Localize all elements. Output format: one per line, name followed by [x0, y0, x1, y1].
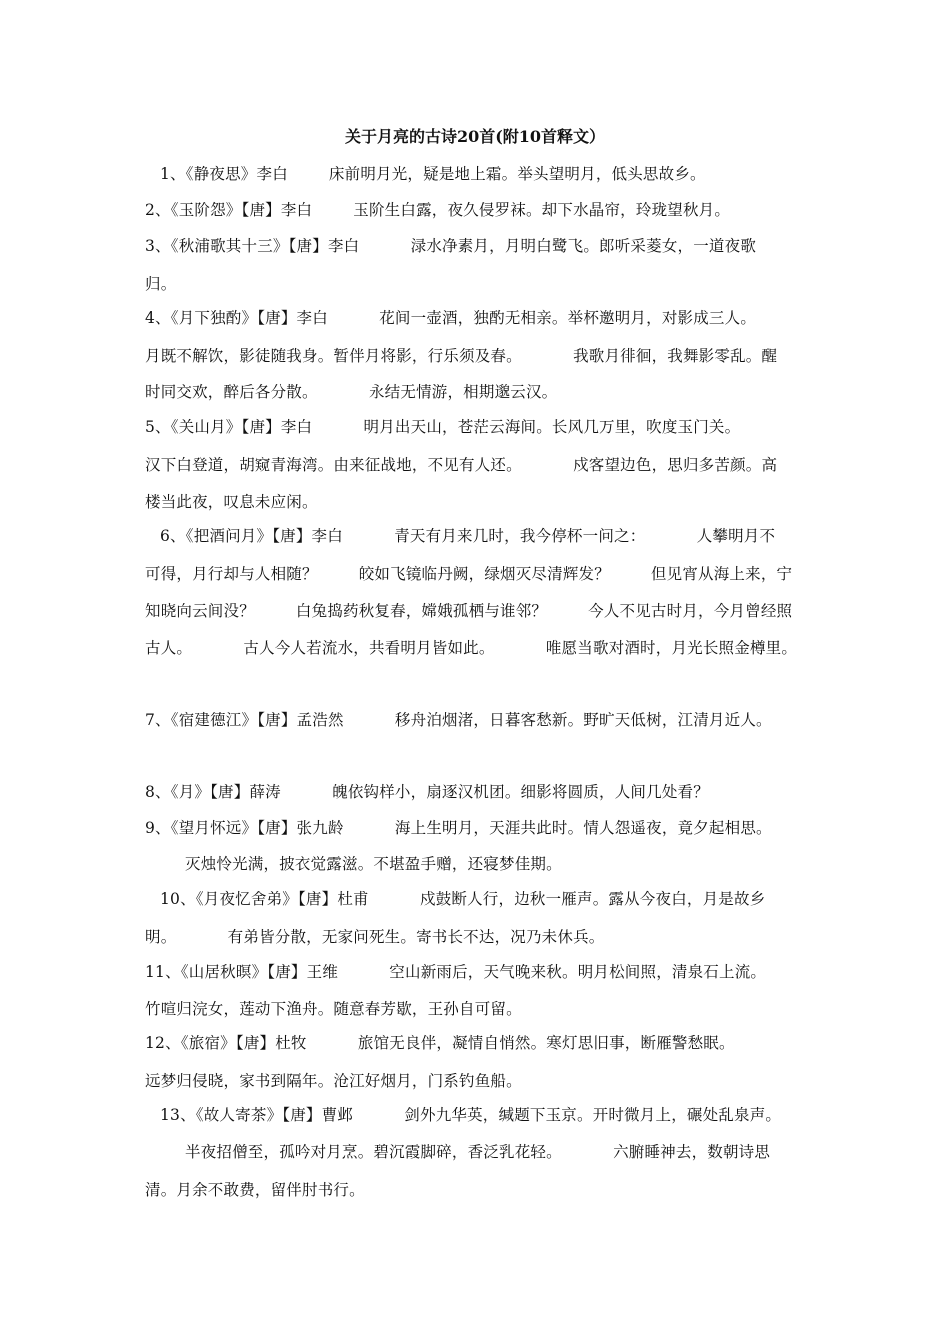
poem-line: 1、《静夜思》李白 床前明月光，疑是地上霜。举头望明月，低头思故乡。	[160, 165, 706, 183]
poem-line: 月既不解饮，影徒随我身。暂伴月将影，行乐须及春。 我歌月徘徊，我舞影零乱。醒	[145, 347, 778, 365]
poem-line: 5、《关山月》【唐】李白 明月出天山，苍茫云海间。长风几万里，吹度玉门关。	[145, 418, 741, 436]
poem-line: 楼当此夜，叹息未应闲。	[145, 493, 318, 511]
poem-line: 归。	[145, 275, 177, 293]
poem-line: 竹喧归浣女，莲动下渔舟。随意春芳歇，王孙自可留。	[145, 1000, 522, 1018]
poem-line: 可得，月行却与人相随？ 皎如飞镜临丹阙，绿烟灭尽清辉发？ 但见宵从海上来，宁	[145, 565, 793, 583]
poem-line: 12、《旅宿》【唐】杜牧 旅馆无良伴，凝情自悄然。寒灯思旧事，断雁警愁眠。	[145, 1034, 735, 1052]
poem-line: 灭烛怜光满，披衣觉露滋。不堪盈手赠，还寝梦佳期。	[185, 855, 562, 873]
poem-line: 知晓向云间没？ 白兔捣药秋复春，嫦娥孤栖与谁邻？ 今人不见古时月，今月曾经照	[145, 602, 793, 620]
poem-line: 6、《把酒问月》【唐】李白 青天有月来几时，我今停杯一问之： 人攀明月不	[160, 527, 776, 545]
poem-line: 古人。 古人今人若流水，共看明月皆如此。 唯愿当歌对酒时，月光长照金樽里。	[145, 639, 798, 657]
poem-line: 3、《秋浦歌其十三》【唐】李白 渌水净素月，月明白鹭飞。郎听采菱女，一道夜歌	[145, 237, 757, 255]
poem-line: 11、《山居秋暝》【唐】王维 空山新雨后，天气晚来秋。明月松间照，清泉石上流。	[145, 963, 767, 981]
poem-line: 10、《月夜忆舍弟》【唐】杜甫 戍鼓断人行，边秋一雁声。露从今夜白，月是故乡	[160, 890, 766, 908]
poem-line: 明。 有弟皆分散，无家问死生。寄书长不达，况乃未休兵。	[145, 928, 605, 946]
poem-line: 2、《玉阶怨》【唐】李白 玉阶生白露，夜久侵罗袜。却下水晶帘，玲珑望秋月。	[145, 201, 731, 219]
poem-line: 9、《望月怀远》【唐】张九龄 海上生明月，天涯共此时。情人怨遥夜，竟夕起相思。	[145, 819, 772, 837]
poem-line: 13、《故人寄茶》【唐】曹邺 剑外九华英，缄题下玉京。开时微月上，碾处乱泉声。	[160, 1106, 782, 1124]
poem-line: 清。月余不敢费，留伴肘书行。	[145, 1181, 365, 1199]
poem-line: 汉下白登道，胡窥青海湾。由来征战地，不见有人还。 戍客望边色，思归多苦颜。高	[145, 456, 778, 474]
poem-line: 7、《宿建德江》【唐】孟浩然 移舟泊烟渚，日暮客愁新。野旷天低树，江清月近人。	[145, 711, 772, 729]
poem-line: 8、《月》【唐】薛涛 魄依钩样小，扇逐汉机团。细影将圆质，人间几处看？	[145, 783, 709, 801]
poem-line: 半夜招僧至，孤吟对月烹。碧沉霞脚碎，香泛乳花轻。 六腑睡神去，数朝诗思	[185, 1143, 771, 1161]
poem-line: 4、《月下独酌》【唐】李白 花间一壶酒，独酌无相亲。举杯邀明月，对影成三人。	[145, 309, 757, 327]
poem-line: 时同交欢，醉后各分散。 永结无情游，相期邈云汉。	[145, 383, 558, 401]
document-title: 关于月亮的古诗20首(附10首释文）	[344, 127, 606, 146]
poem-line: 远梦归侵晓，家书到隔年。沧江好烟月，门系钓鱼船。	[145, 1072, 522, 1090]
